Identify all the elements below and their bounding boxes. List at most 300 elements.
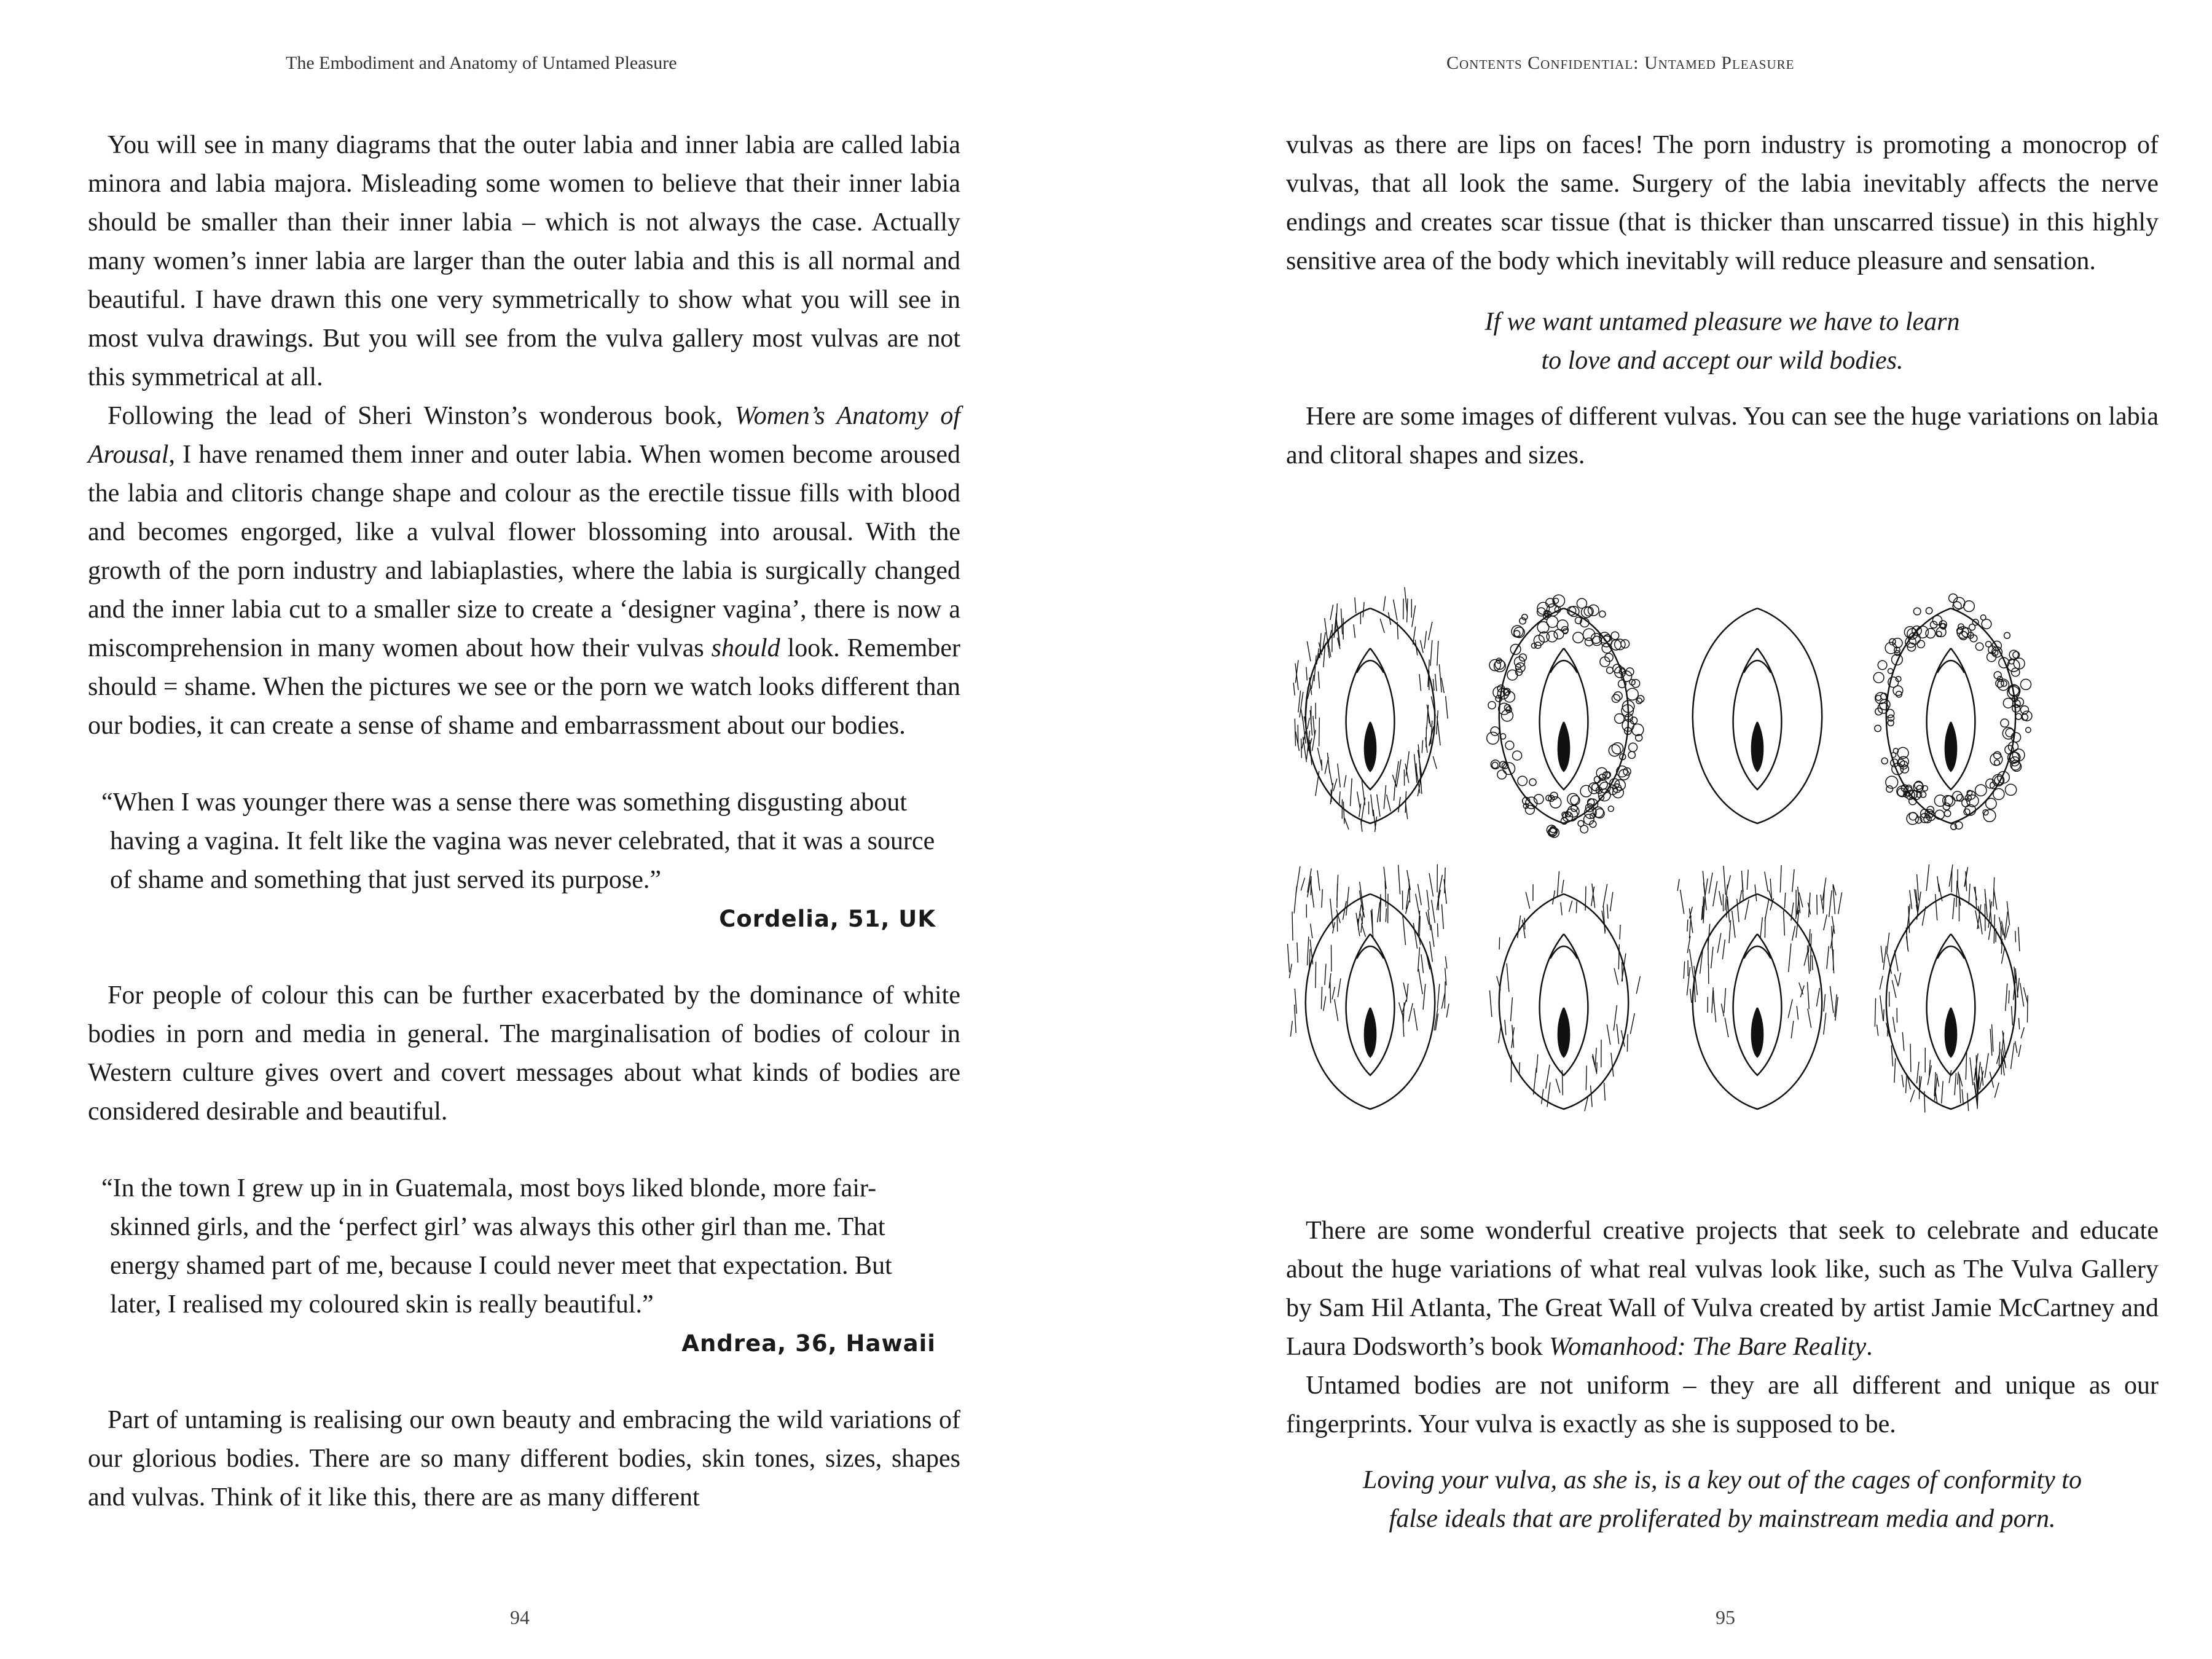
hair-stroke <box>1426 727 1427 747</box>
hair-stroke <box>1690 949 1694 978</box>
hair-stroke <box>1949 1070 1951 1083</box>
hair-stroke <box>1507 963 1509 992</box>
hair-stroke <box>1962 1089 1963 1105</box>
hair-curl <box>1632 724 1644 735</box>
hair-stroke <box>1337 884 1338 908</box>
paragraph <box>1286 1212 2159 1367</box>
hair-curl <box>1611 632 1619 640</box>
hair-stroke <box>1737 899 1739 922</box>
hair-stroke <box>1403 982 1407 998</box>
hair-stroke <box>1319 672 1320 689</box>
hair-stroke <box>1505 1020 1506 1035</box>
hair-stroke <box>1907 914 1909 934</box>
hair-curl <box>1554 629 1564 639</box>
hair-stroke <box>1296 866 1300 894</box>
hair-stroke <box>1446 1004 1449 1018</box>
hair-stroke <box>1823 888 1824 914</box>
spacer <box>88 1131 960 1169</box>
hair-curl <box>1875 725 1881 731</box>
hair-stroke <box>1324 996 1326 1011</box>
hair-curl <box>2007 659 2020 672</box>
hair-stroke <box>1306 667 1308 681</box>
spacer <box>1286 281 2159 303</box>
left-text-column <box>88 126 960 1517</box>
hair-stroke <box>1371 794 1373 816</box>
hair-stroke <box>1797 1006 1798 1019</box>
hair-curl <box>1615 714 1625 724</box>
hair-stroke <box>1953 898 1955 919</box>
hair-stroke <box>1301 739 1302 758</box>
hair-stroke <box>1799 982 1803 994</box>
hair-curl <box>1531 643 1536 648</box>
hair-stroke <box>1622 962 1623 982</box>
hair-stroke <box>1881 946 1883 963</box>
hair-curl <box>1619 769 1630 780</box>
hair-stroke <box>1526 892 1530 909</box>
hair-stroke <box>1446 696 1448 719</box>
hair-stroke <box>1883 946 1886 970</box>
hair-stroke <box>1812 955 1813 970</box>
hair-stroke <box>1892 980 1896 998</box>
hair-stroke <box>1445 956 1447 968</box>
hair-curl <box>1585 638 1593 646</box>
hair-stroke <box>1308 936 1309 965</box>
hair-stroke <box>1432 900 1435 924</box>
hair-curl <box>2015 713 2022 720</box>
hair-stroke <box>1419 969 1423 994</box>
hair-stroke <box>1537 1054 1538 1073</box>
hair-stroke <box>1319 718 1320 747</box>
hair-stroke <box>1789 943 1791 972</box>
hair-stroke <box>1542 1089 1543 1104</box>
hair-stroke <box>2018 927 2020 952</box>
testimonial-quote: “When I was younger there was a sense there was something disgusting about having a vagina. It felt like the vagina was never celebrated, that it was a source of shame and something that just served its purpose.” <box>101 788 935 894</box>
vulva-drawing-8 <box>1875 865 2028 1113</box>
hair-stroke <box>1899 973 1901 985</box>
hair-stroke <box>1330 979 1331 1003</box>
hair-stroke <box>1712 987 1713 1013</box>
right-text-column-bottom <box>1286 1212 2159 1539</box>
hair-curl <box>2021 679 2031 689</box>
hair-stroke <box>1765 900 1768 921</box>
hair-stroke <box>1403 1002 1405 1024</box>
text-run: . <box>1866 1333 1873 1361</box>
hair-stroke <box>1346 887 1349 916</box>
hair-stroke <box>1902 1075 1904 1087</box>
hair-stroke <box>1808 982 1810 1009</box>
hair-stroke <box>1377 794 1380 817</box>
hair-curl <box>1983 810 1996 822</box>
hair-stroke <box>1721 1004 1724 1017</box>
hair-stroke <box>1343 802 1344 824</box>
hair-curl <box>2026 728 2031 732</box>
hair-stroke <box>1614 968 1618 985</box>
quote-attribution: Andrea, 36, Hawaii <box>681 1330 936 1357</box>
hair-curl <box>1880 699 1890 710</box>
hair-stroke <box>1891 1045 1892 1066</box>
hair-stroke <box>1317 870 1320 890</box>
hair-stroke <box>1311 924 1312 938</box>
hair-stroke <box>1709 873 1712 893</box>
hair-stroke <box>1325 964 1326 986</box>
hair-stroke <box>1406 751 1409 776</box>
hair-stroke <box>1719 891 1722 905</box>
hair-stroke <box>1416 894 1419 914</box>
vulva-drawing-6 <box>1489 871 1640 1112</box>
vulva-drawing-5 <box>1288 865 1449 1109</box>
hair-stroke <box>2020 983 2024 1006</box>
hair-stroke <box>1424 631 1426 649</box>
hair-curl <box>1580 825 1588 833</box>
hair-stroke <box>1489 990 1492 1017</box>
hair-stroke <box>2015 1041 2017 1053</box>
vulva-illustrations <box>1275 571 2043 1149</box>
hair-curl <box>1599 611 1606 617</box>
hair-stroke <box>1765 872 1768 892</box>
spacer <box>1286 1444 2159 1461</box>
hair-stroke <box>1333 779 1337 791</box>
hair-stroke <box>1357 791 1360 809</box>
hair-stroke <box>1827 946 1829 969</box>
paragraph: vulvas as there are lips on faces! The porn industry is promoting a monocrop of vulvas, that all look the same. Surgery of the labia inevitably affects the nerve endings and creates scar tissue (that is thicker than unscarred tissue) in this highly sensitive area of the body which inevitably will reduce pleasure and sensation. <box>1286 131 2159 275</box>
hair-stroke <box>1591 1086 1593 1107</box>
hair-stroke <box>1894 975 1898 987</box>
hair-stroke <box>1423 984 1426 1010</box>
hair-curl <box>1926 608 1932 614</box>
hair-stroke <box>1313 716 1315 736</box>
hair-stroke <box>1437 984 1439 1008</box>
hair-stroke <box>1755 885 1757 901</box>
hair-curl <box>1626 688 1638 700</box>
vulva-illustration-grid <box>1275 571 2043 1149</box>
hair-stroke <box>1562 1070 1563 1095</box>
hair-curl <box>1607 667 1614 674</box>
hair-stroke <box>1816 988 1819 1006</box>
hair-curl <box>1526 806 1535 815</box>
hair-stroke <box>1791 1021 1794 1038</box>
hair-stroke <box>1380 619 1384 633</box>
hair-stroke <box>1910 1044 1911 1072</box>
hair-stroke <box>1355 597 1356 613</box>
hair-stroke <box>1994 1083 1999 1098</box>
hair-stroke <box>1727 896 1729 922</box>
hair-stroke <box>1437 641 1438 665</box>
hair-stroke <box>1916 1062 1919 1083</box>
hair-stroke <box>1335 999 1338 1021</box>
hair-curl <box>1567 793 1579 804</box>
hair-curl <box>1632 680 1640 688</box>
hair-stroke <box>1405 587 1407 613</box>
hair-stroke <box>1561 902 1562 915</box>
hair-stroke <box>1808 1009 1811 1028</box>
hair-stroke <box>1681 890 1684 914</box>
hair-stroke <box>1332 987 1335 999</box>
hair-stroke <box>1421 954 1424 973</box>
hair-stroke <box>1380 894 1381 922</box>
paragraph: Untamed bodies are not uniform – they are all different and unique as our fingerprints. Your vulva is exactly as she is supposed to be. <box>1286 1371 2159 1438</box>
hair-stroke <box>1988 925 1991 939</box>
hair-stroke <box>1330 605 1333 620</box>
hair-stroke <box>2011 1043 2015 1069</box>
hair-stroke <box>1430 941 1433 962</box>
vulva-drawing-3 <box>1693 608 1822 823</box>
hair-stroke <box>2023 987 2028 1004</box>
right-text-column-top <box>1286 126 2159 475</box>
hair-stroke <box>1438 875 1442 898</box>
hair-stroke <box>1556 1079 1560 1093</box>
hair-stroke <box>1413 627 1416 645</box>
hair-stroke <box>1910 1090 1915 1102</box>
hair-stroke <box>1394 600 1397 621</box>
hair-stroke <box>1546 1065 1550 1089</box>
paragraph: For people of colour this can be further exacerbated by the dominance of white bodies in porn and media in general. The marginalisation of bodies of colour in Western culture gives overt and covert messages about what kinds of bodies are considered desirable and beautiful. <box>88 981 960 1126</box>
spacer <box>88 745 960 783</box>
hair-stroke <box>1429 873 1433 896</box>
hair-stroke <box>2012 1006 2013 1025</box>
hair-curl <box>1497 770 1507 779</box>
hair-stroke <box>1829 890 1832 917</box>
hair-stroke <box>1518 916 1521 938</box>
hair-stroke <box>1690 989 1692 1003</box>
vulva-drawing-4 <box>1873 594 2032 830</box>
hair-stroke <box>1427 890 1429 910</box>
hair-stroke <box>2018 1045 2021 1057</box>
hair-curl <box>1612 743 1623 754</box>
running-header-right: Contents Confidential: Untamed Pleasure <box>1446 53 1795 73</box>
hair-stroke <box>1713 881 1717 906</box>
hair-curl <box>1876 696 1881 701</box>
hair-curl <box>1598 780 1607 790</box>
hair-stroke <box>1618 944 1619 970</box>
pull-quote-line: false ideals that are proliferated by mainstream media and porn. <box>1389 1505 2056 1533</box>
hair-stroke <box>1499 1024 1501 1043</box>
hair-stroke <box>1312 730 1316 751</box>
hair-stroke <box>1926 865 1929 891</box>
hair-curl <box>1913 608 1921 615</box>
book-title: Womanhood: The Bare Reality <box>1549 1333 1867 1361</box>
hair-stroke <box>1435 674 1437 691</box>
hair-stroke <box>1398 865 1400 895</box>
hair-stroke <box>1894 951 1898 971</box>
hair-curl <box>1917 640 1924 648</box>
hair-stroke <box>1361 821 1362 832</box>
hair-stroke <box>1703 871 1704 892</box>
hair-stroke <box>1433 679 1434 691</box>
paragraph: Here are some images of different vulvas. You can see the huge variations on labia and clitoral shapes and sizes. <box>1286 402 2159 469</box>
hair-stroke <box>1421 640 1424 653</box>
hair-stroke <box>1684 962 1685 979</box>
hair-stroke <box>1969 884 1970 904</box>
text-run: look. Remember should = shame. When the pictures we see or the porn we watch looks different than our bodies, it can create a sense of shame and embarrassment about our bodies. <box>88 634 960 740</box>
hair-stroke <box>1784 911 1785 936</box>
hair-stroke <box>1966 1051 1967 1080</box>
hair-stroke <box>1344 775 1346 788</box>
hair-stroke <box>1338 764 1341 788</box>
hair-stroke <box>1792 869 1794 892</box>
paragraph: You will see in many diagrams that the outer labia and inner labia are called labia minora and labia majora. Misleading some women to believe that their inner labia should be smaller than their inner labia – which is not always the case. Actually many women’s inner labia are larger than the outer labia and this is all normal and beautiful. I have drawn this one very symmetrically to show what you will see in most vulva drawings. But you will see from the vulva gallery most vulvas are not this symmetrical at all. <box>88 131 960 391</box>
hair-stroke <box>1817 895 1818 915</box>
hair-stroke <box>2006 984 2007 1011</box>
hair-stroke <box>1627 1034 1628 1052</box>
hair-stroke <box>1317 748 1322 766</box>
hair-stroke <box>2021 1027 2024 1038</box>
hair-stroke <box>1341 608 1343 634</box>
hair-stroke <box>1994 888 1997 910</box>
hair-curl <box>2006 729 2014 737</box>
hair-curl <box>1982 619 1991 629</box>
hair-stroke <box>1603 884 1607 908</box>
hair-stroke <box>1354 624 1355 638</box>
hair-stroke <box>1431 925 1434 947</box>
hair-stroke <box>1330 770 1333 785</box>
vulva-drawing-2 <box>1487 595 1644 837</box>
book-title: Women’s Anatomy of Arousal <box>88 402 960 469</box>
text-run: Following the lead of Sheri Winston’s wonderous book, <box>108 402 735 430</box>
hair-curl <box>1994 760 2000 766</box>
hair-stroke <box>1511 1055 1512 1083</box>
hair-stroke <box>1321 987 1322 1009</box>
hair-curl <box>1491 727 1499 735</box>
hair-stroke <box>1384 785 1386 809</box>
vulva-drawing-7 <box>1677 865 1842 1109</box>
hair-stroke <box>1792 926 1795 941</box>
hair-stroke <box>1902 1032 1904 1051</box>
hair-curl <box>1886 786 1893 793</box>
hair-curl <box>2006 784 2017 795</box>
hair-stroke <box>1403 916 1406 945</box>
hair-curl <box>1629 743 1637 751</box>
hair-curl <box>1608 806 1614 812</box>
hair-curl <box>1881 758 1888 764</box>
hair-stroke <box>1296 732 1300 751</box>
hair-stroke <box>1337 914 1338 931</box>
hair-curl <box>1873 672 1884 683</box>
hair-stroke <box>1298 691 1301 713</box>
hair-stroke <box>1838 892 1842 914</box>
hair-curl <box>1507 670 1518 680</box>
hair-stroke <box>1311 675 1314 689</box>
hair-stroke <box>1617 1024 1618 1045</box>
vulva-drawing-1 <box>1293 587 1448 832</box>
hair-curl <box>2003 698 2013 708</box>
hair-curl <box>2004 632 2010 638</box>
hair-curl <box>1505 741 1514 750</box>
hair-stroke <box>1780 865 1781 893</box>
hair-stroke <box>1894 1058 1896 1083</box>
hair-curl <box>1609 745 1620 756</box>
hair-stroke <box>1630 1013 1634 1034</box>
hair-stroke <box>1747 869 1748 890</box>
hair-curl <box>1878 661 1887 670</box>
hair-curl <box>1886 709 1894 718</box>
hair-stroke <box>1363 602 1364 618</box>
hair-stroke <box>1293 683 1295 696</box>
hair-stroke <box>1604 1083 1606 1100</box>
hair-stroke <box>1893 1017 1896 1032</box>
hair-curl <box>1577 598 1586 608</box>
text-run: , I have renamed them inner and outer labia. When women become aroused the labia and clitoris change shape and colour as the erectile tissue fills with blood and becomes engorged, like a vulval flower blossoming into arousal. With the growth of the porn industry and labiaplasties, where the labia is surgically changed and the inner labia cut to a smaller size to create a ‘designer vagina’, there is now a miscomprehension in many women about how their vulvas <box>88 441 960 662</box>
hair-stroke <box>1824 914 1827 930</box>
hair-stroke <box>1727 876 1730 890</box>
hair-stroke <box>1824 994 1826 1012</box>
hair-stroke <box>1967 1093 1969 1111</box>
hair-stroke <box>1942 1081 1943 1104</box>
quote-attribution: Cordelia, 51, UK <box>719 906 936 932</box>
hair-stroke <box>1344 818 1349 830</box>
hair-curl <box>1492 762 1498 768</box>
hair-stroke <box>1717 933 1721 952</box>
hair-stroke <box>1292 912 1293 941</box>
hair-curl <box>1514 630 1520 637</box>
hair-curl <box>1986 798 1996 809</box>
hair-stroke <box>1711 947 1713 968</box>
hair-stroke <box>1955 1073 1956 1095</box>
hair-curl <box>1547 631 1558 642</box>
hair-stroke <box>1325 757 1328 774</box>
hair-stroke <box>1877 1025 1878 1036</box>
hair-curl <box>1975 785 1986 796</box>
hair-stroke <box>1406 984 1408 1002</box>
hair-stroke <box>1956 880 1957 907</box>
hair-stroke <box>1714 998 1716 1022</box>
pull-quote-line: If we want untamed pleasure we have to learn <box>1484 308 1960 336</box>
hair-curl <box>1487 732 1499 745</box>
hair-stroke <box>1970 1057 1973 1085</box>
hair-stroke <box>1398 797 1400 812</box>
hair-stroke <box>1722 939 1725 959</box>
paragraph: Part of untaming is realising our own beauty and embracing the wild variations of our glorious bodies. There are so many different bodies, skin tones, sizes, shapes and vulvas. Think of it like this, there are as many different <box>88 1406 960 1512</box>
hair-stroke <box>1562 880 1564 893</box>
hair-stroke <box>1917 874 1919 900</box>
hair-curl <box>1935 810 1944 819</box>
hair-stroke <box>1880 995 1883 1021</box>
hair-stroke <box>1880 976 1883 989</box>
hair-stroke <box>1595 1048 1596 1067</box>
spacer <box>1286 380 2159 398</box>
hair-stroke <box>1338 978 1341 997</box>
hair-stroke <box>1441 904 1443 929</box>
hair-stroke <box>1788 999 1792 1018</box>
hair-stroke <box>1576 901 1577 913</box>
hair-stroke <box>1418 947 1420 972</box>
hair-curl <box>1513 751 1522 760</box>
hair-stroke <box>1557 871 1559 897</box>
hair-curl <box>1994 751 2001 759</box>
hair-stroke <box>1394 789 1395 801</box>
hair-stroke <box>1824 1013 1826 1034</box>
hair-stroke <box>1729 920 1731 943</box>
hair-curl <box>2021 706 2029 714</box>
hair-stroke <box>1745 900 1749 920</box>
hair-stroke <box>1990 1029 1992 1056</box>
text-run: There are some wonderful creative projects that seek to celebrate and educate about the huge variations of what real vulvas look like, such as The Vulva Gallery by Sam Hil Atlanta, The Great Wall of Vulva created by artist Jamie McCartney and Laura Dodsworth’s book <box>1286 1217 2159 1361</box>
hair-stroke <box>1597 1062 1598 1074</box>
hair-curl <box>1518 776 1527 785</box>
hair-stroke <box>1418 884 1422 906</box>
pull-quote-line: to love and accept our wild bodies. <box>1541 347 1904 375</box>
hair-stroke <box>1784 893 1786 908</box>
page-number: 94 <box>510 1606 530 1628</box>
hair-curl <box>1537 622 1549 633</box>
hair-stroke <box>1607 904 1608 919</box>
hair-curl <box>1993 788 2004 799</box>
hair-curl <box>1888 669 1893 673</box>
hair-curl <box>1953 597 1965 609</box>
hair-stroke <box>1511 997 1513 1021</box>
hair-curl <box>1522 614 1528 620</box>
hair-stroke <box>1499 937 1500 949</box>
hair-stroke <box>1290 1021 1292 1037</box>
